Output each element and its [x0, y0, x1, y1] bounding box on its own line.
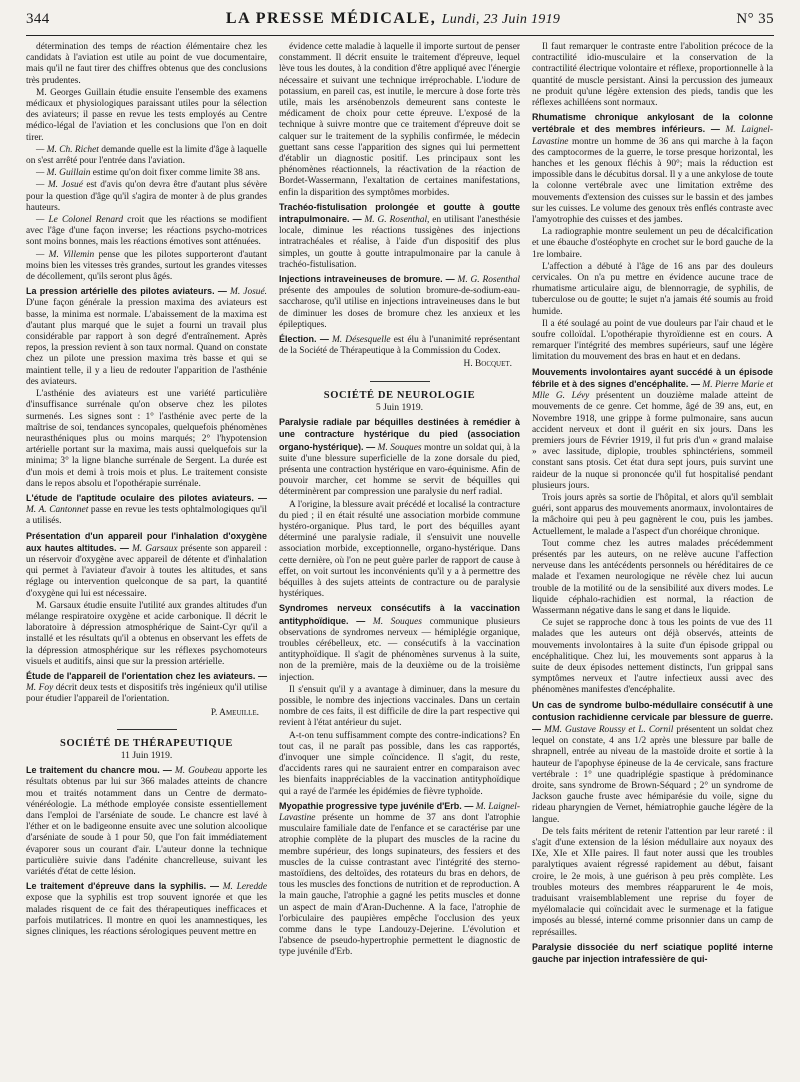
section-date: 11 Juin 1919. — [120, 749, 173, 761]
section-divider — [117, 729, 177, 730]
column-left — [26, 42, 267, 1082]
paragraph: L'asthénie des aviateurs est une variété particulière d'insuffisance surrénale qu'on observe chez les pilotes surmenés. Les signes sont : 1° l'asthénie avec perte de la maîtrise de soi, tendances syncopales, quelquefois phénomènes neurasthéniques plus ou moins marqués; 2° l'hypotension artérielle portant sur la maxima, mais aussi quelquefois sur la minima; 3° la ligne blanche surrénale de Sergent. La durée est d'un mois et demi à trois mois et plus. Le traitement consiste dans le repos absolu et l'opothérapie surrénale. — [26, 389, 267, 489]
journal-name: LA PRESSE MÉDICALE, — [225, 10, 437, 27]
page-number: 344 — [26, 11, 50, 27]
columns — [26, 42, 774, 1082]
speaker-name: M. Goubeau — [174, 766, 223, 777]
speaker-name: M. Foy — [26, 683, 54, 694]
article-text: D'une façon générale la pression maxima des aviateurs est basse, la minima est normale. L'abaissement de la maxima est d'autant plus marqué que le sujet a fourni un travail plus considérable par rapport à son degré d'entraînement. Après repos, la pression revient à son taux normal. Quand on constate chez un pilote une pression maxima très basse et qui se maintient telle, il y a lieu de redouter l'apparition de l'asthénie des aviateurs. — [26, 298, 267, 387]
article-text: présente un homme de 37 ans dont l'atrophie musculaire familiale date de l'enfance et se caractérise par une atrophie complète de la plupart des muscles de la racine du membre supérieur, des longs supinateurs, des fessiers et des muscles de la cuisse contrastant avec l'intégrité des sterno-mastoïdiens, des deltoïdes, des rotateurs du bras en dehors, de tous les muscles des fonctions de nutrition et de reproduction. A la main gauche, l'atrophie a gagné les petits muscles et donne un aspect de main d'Aran-Duchenne. A la face, l'atrophie de l'orbiculaire des paupières empêche l'occlusion des yeux comme dans le type Landouzy-Dejerine. L'évolution et l'absence de pseudo-hypertrophie permettent le diagnostic de type juvénile d'Erb. — [279, 813, 520, 958]
speaker-name: M. Pierre Marie et Mlle G. Lévy — [532, 379, 773, 402]
paragraph: M. Garsaux étudie ensuite l'utilité aux grandes altitudes d'un mélange respiratoire oxygène et acide carbonique. Il décrit le laboratoire à dépression atmosphérique de Saint-Cyr qu'il a installé et les résultats qu'il a obtenus en observant les effets de la dépression atmosphérique sur les réflexes psychomoteurs visuels et auditifs, ainsi que sur la pression artérielle. — [26, 600, 267, 667]
article-text: montre un homme de 36 ans qui marche à la façon des camptocormes de la guerre, le torse presque horizontal, les hanches et les genoux fléchis à 90°; mais la réduction est impossible dans le décubitus dorsal. Il y a une ankylose de toute la colonne vertébrale avec une limitation extrême des mouvements d'extension des cuisses sur le bassin et des jambes sur les cuisses. Le volume des genoux très enflés contraste avec l'amyotrophie des cuisses et des jambes. — [532, 136, 773, 226]
speaker-name: — M. Villemin — [36, 249, 95, 260]
masthead — [26, 10, 774, 36]
article-text: en utilisant l'anesthésie locale, diminue les réactions tussigènes des injections intratrachéales et réalise, à l'aide d'un dispositif des plus simples, un goutte à goutte intrapulmonaire par la canule à trachéo-fistulisation. — [279, 215, 520, 270]
article-text: présente des ampoules de solution bromure-de-sodium-eau-saccharose, qu'il utilise en injections intraveineuses dans le but de diminuer les doses de bromure chez les anxieux et les épileptiques. — [279, 286, 520, 330]
article-text: décrit deux tests et dispositifs très ingénieux qu'il utilise pour étudier l'appareil de l'orientation. — [26, 683, 267, 705]
article-entry — [279, 417, 520, 498]
article-entry — [532, 942, 773, 966]
paragraph — [26, 180, 267, 214]
article-text: expose que la syphilis est trop souvent ignorée et que les malades risquent de ce fait des thérapeutiques inefficaces et parfois mutilatrices. Il montre en quoi les anamnestiques, les signes cliniques, les réactions sérologiques peuvent mettre en — [26, 893, 267, 938]
article-heading: Injections intraveineuses de bromure. — — [279, 274, 455, 285]
article-text: montre un soldat qui, à la suite d'une blessure superficielle de la zone dorsale du pied, présenta une contraction hystérique en varo-équinisme. Afin de pouvoir marcher, cet homme se servit de béquilles qui déterminèrent par compression une paralysie du nerf radial. — [279, 442, 520, 498]
article-heading: Paralysie radiale par béquilles destinées à remédier à une contracture hystérique du pied (association organo-hystérique). — — [279, 417, 520, 452]
column-middle — [279, 42, 520, 1082]
article-entry — [26, 765, 267, 878]
paragraph — [26, 168, 267, 179]
article-entry — [279, 334, 520, 357]
article-entry — [26, 881, 267, 938]
article-entry — [26, 493, 267, 528]
paragraph: La radiographie montre seulement un peu de décalcification et une ébauche d'ostéophyte en crochet sur le bord gauche de la 1re lombaire. — [532, 227, 773, 260]
paragraph: Il a été soulagé au point de vue douleurs par l'air chaud et le soufre colloïdal. L'opothérapie thyroïdienne est en cours. A remarquer l'intégrité des membres supérieurs, sauf une légère limitation du mouvement des bras en haut et en dedans. — [532, 318, 773, 363]
article-entry — [279, 274, 520, 331]
article-text: passe en revue les tests ophtalmologiques qu'il a utilisés. — [26, 505, 267, 527]
article-text: présentent un douzième malade atteint de mouvements de ce genre. Cet homme, âgé de 39 ans, eut, en Novembre 1918, une grippe à forme pulmonaire, sans aucun accident nerveux et dont il guérit en six jours. Dans les premiers jours de Février 1919, il fut pris d'un « grand malaise » avec lassitude, diplopie, troubles sphinctériens, sommeil constant sans ptosis. Cet état dura sept jours, puis survint une raideur de la nuque si prononcée qu'il fut hospitalisé pendant plusieurs jours. — [532, 391, 773, 491]
speaker-name: M. Leredde — [222, 882, 267, 893]
article-entry — [532, 367, 773, 492]
speaker-name: — M. Ch. Richet — [36, 144, 99, 155]
article-entry — [279, 801, 520, 959]
paragraph — [26, 250, 267, 284]
speaker-name: M. A. Cantonnet — [26, 505, 89, 516]
article-heading: Le traitement du chancre mou. — — [26, 765, 172, 776]
article-heading: L'étude de l'aptitude oculaire des pilotes aviateurs. — — [26, 492, 267, 503]
article-entry — [26, 286, 267, 388]
paragraph: M. Georges Guillain étudie ensuite l'ensemble des examens médicaux et physiologiques paraissant utiles pour la sélection des aviateurs; il passe en revue les tests employés au Centre médico-légal de l'aviation et les conclusions que l'on en doit tirer. — [26, 87, 267, 143]
article-entry — [532, 112, 773, 226]
paragraph-text: pense que les pilotes supporteront d'autant moins bien les vitesses très grandes, surtout les grandes vitesses de décollement, qu'ils seront plus âgés. — [26, 249, 267, 283]
article-entry — [279, 202, 520, 271]
paragraph: détermination des temps de réaction élémentaire chez les candidats à l'aviation est utile au point de vue documentaire, mais qu'il ne faut tirer des chiffres obtenus que des conclusions très prudentes. — [26, 42, 267, 86]
article-heading: Paralysie dissociée du nerf sciatique poplité interne gauche par injection intrafessière de qui- — [532, 941, 773, 965]
paragraph: évidence cette maladie à laquelle il importe surtout de penser constamment. Il décrit ensuite le traitement d'épreuve, lequel lève tous les doutes, à la condition d'être appliqué avec l'énergie nécessaire et suivant une technique irréprochable. L'iodure de potassium, en pareil cas, est inutile, le mercure à dose forte très utile, mais les arsénobenzols demeurent sans conteste le médicament de choix pour cette épreuve. L'exposé de la technique à suivre montre que ce traitement d'épreuve doit se calquer sur le traitement de la syphilis confirmée, le médecin guettant sans cesse l'apparition des signes qui lui permettent d'établir un diagnostic positif. Les principaux sont les phénomènes réactionnels, la réactivation de la réaction de Bordet-Wassermann, l'exaltation de certaines manifestations, enfin la disparition des symptômes morbides. — [279, 42, 520, 198]
section-divider — [370, 381, 430, 382]
speaker-name: M. Souques — [377, 442, 422, 453]
speaker-name: MM. Gustave Roussy et L. Cornil — [544, 724, 674, 735]
article-text: communique plusieurs observations de syndromes nerveux — hémiplégie organique, troubles cérébelleux, etc. — consécutifs à la vaccination antityphoïdique. Il s'agit de phénomènes survenus à la suite, non de la première, mais de la deuxième ou de la troisième injection. — [279, 616, 520, 683]
article-text: présente son appareil : un réservoir d'oxygène avec appareil de détente et d'inhalation qui permet à l'aviateur d'avoir à toutes les altitudes, et sans réglage ou intervention quelconque de sa part, la quantité d'oxygène qui lui est nécessaire. — [26, 543, 267, 599]
article-heading: Le traitement d'épreuve dans la syphilis. — — [26, 881, 220, 892]
paragraph: De tels faits méritent de retenir l'attention par leur rareté : il s'agit d'une extension de la lésion médullaire aux noyaux des IXe, XIe et XIIe paires. Il faut noter aussi que les troubles paralytiques avaient régressé rapidement au début, faisant croire, le 2e mois, à une guérison à peu près complète. Les troubles moteurs des membres réapparurent le 4e mois, traduisant vraisemblablement une reprise du foyer de myélomalacie qui coïncidait avec le surmenage et la fatigue imposés au blessé, interné comme prisonnier dans un camp de représailles. — [532, 826, 773, 938]
speaker-name: M. Laignel-Lavastine — [532, 125, 773, 147]
article-heading: Élection. — — [279, 334, 329, 345]
article-heading: Trachéo-fistulisation prolongée et goutte à goutte intrapulmonaire. — — [279, 201, 520, 225]
paragraph — [26, 145, 267, 167]
article-heading: Présentation d'un appareil pour l'inhalation d'oxygène aux hautes altitudes. — — [26, 530, 267, 553]
article-entry — [532, 700, 773, 826]
article-entry — [26, 531, 267, 600]
article-text: présentent un soldat chez lequel on constate, 4 ans 1/2 après une blessure par balle de shrapnell, entrée au niveau de la mastoïde droite et sortie à la hauteur de l'apophyse épineuse de la 4e cervicale, sans fracture vertébrale : 1° une quadriplégie spastique à prédominance droite, sans syndrome de Brown-Séquard ; 2° un syndrome de Jackson gauche fruste avec hémiparésie du voile, signe du rideau pharyngien de Vernet, hémiatrophie gauche légère de la langue. — [532, 724, 773, 825]
paragraph-text: croit que les réactions se modifient avec l'âge d'une façon inverse; les réactions psycho-motrices sont moins bonnes, mais les réactions émotives sont atténuées. — [26, 215, 267, 248]
speaker-name: M. Désesquelle — [331, 335, 391, 346]
speaker-name: M. Laignel-Lavastine — [279, 801, 520, 823]
article-heading: Myopathie progressive type juvénile d'Erb. — — [279, 800, 474, 811]
journal-title — [226, 10, 560, 28]
section-title: SOCIÉTÉ DE THÉRAPEUTIQUE — [60, 737, 233, 749]
article-entry — [26, 671, 267, 706]
speaker-name: — M. Josué — [36, 180, 83, 191]
speaker-name: — Le Colonel Renard — [36, 215, 124, 226]
speaker-name: M. Garsaux — [131, 543, 178, 554]
article-heading: Syndromes nerveux consécutifs à la vaccination antityphoïdique. — — [279, 603, 520, 626]
paragraph: A-t-on tenu suffisamment compte des contre-indications? En tout cas, il ne paraît pas possible, dans les cas rapportés, d'invoquer une simple coïncidence. Il s'agit, du reste, d'accidents rares qui ne sauraient entrer en comparaison avec les bienfaits inappréciables de la vaccination antityphoïdique qui a rayé de l'armée les épidémies de fièvre typhoïde. — [279, 730, 520, 797]
speaker-name: M. Josué. — [230, 287, 267, 298]
speaker-name: M. Souques — [372, 616, 422, 627]
paragraph-text: estime qu'on doit fixer comme limite 38 ans. — [90, 168, 261, 179]
paragraph: L'affection a débuté à l'âge de 16 ans par des douleurs cervicales. On n'a pu mettre en évidence aucune trace de rhumatisme articulaire aigu, de blennorragie, de syphilis, de tuberculose ou de goutte; le sujet n'a jamais été soumis au froid humide. — [532, 261, 773, 317]
speaker-name: M. G. Rosenthal, — [364, 215, 430, 226]
paragraph: Tout comme chez les autres malades précédemment présentés par les auteurs, on ne relève aucune l'affection nerveuse dans les antécédents personnels ou héréditaires de ce malade et l'examen neurologique ne révèle chez lui aucun trouble de la motilité ou de la sensibilité aux divers modes. Le liquide céphalo-rachidien est normal, la réaction de Wassermann négative dans le sang et dans le liquide. — [532, 538, 773, 616]
article-heading: Mouvements involontaires ayant succédé à un épisode fébrile et à des signes d'encéphalite. — — [532, 366, 773, 389]
article-heading: Étude de l'appareil de l'orientation chez les aviateurs. — — [26, 670, 267, 681]
report-signature: P. Ameuille. — [210, 707, 259, 718]
issue-number: N° 35 — [736, 11, 774, 27]
section-date: 5 Juin 1919. — [375, 401, 424, 413]
article-text: est élu à l'unanimité représentant de la Société de Thérapeutique à la Commission du Codex. — [279, 335, 520, 357]
paragraph: Il s'ensuit qu'il y a avantage à diminuer, dans la mesure du possible, le nombre des injections vaccinales. Dans un certain nombre de ces faits, il est difficile de dire la part respective qui revient à l'état antérieur du sujet. — [279, 684, 520, 729]
paragraph: A l'origine, la blessure avait précédé et localisé la contracture du pied ; il en était résulté une association morbide commune hystéro-organique. Plus tard, le port des béquilles ayant déterminé une paralysie radiale, il s'ensuivit une nouvelle association morbide, exceptionnelle, organo-hystérique. Dans cette dernière, où l'on ne peut guère parler de rapport de cause à effet, on voit surtout les inconvénients qu'il y a à permettre des béquilles à des sujets atteints de contracture ou de paralysie hystériques. — [279, 499, 520, 600]
article-heading: Rhumatisme chronique ankylosant de la colonne vertébrale et des membres inférieurs. — — [532, 112, 773, 135]
paragraph: Ce sujet se rapproche donc à tous les points de vue des 11 malades que les auteurs ont déjà observés, atteints de mouvements involontaires à la suite d'un épisode grippal ou encéphalitique. Chez lui, les mouvements sont apparus à la suite de deux épisodes nettement distincts, l'un grippal sans symptômes nerveux et l'autre infectieux aussi avec des phénomènes manifestes d'encéphalite. — [532, 618, 773, 696]
article-heading: Un cas de syndrome bulbo-médullaire consécutif à une contusion rachidienne cervicale par blessure de guerre. — — [532, 699, 773, 734]
article-text: apporte les résultats obtenus par lui sur 366 malades atteints de chancre mou et traités notamment dans un Centre de dermato-vénéréologie. La méthode employée consiste essentiellement dans l'emploi de l'arséniate de soude. Le chancre est lavé à l'éther et on le badigeonne ensuite avec une solution alcoolique d'arséniate de soude à 1 pour 50, que l'on fait immédiatement évaporer sous un courant d'air. L'auteur donne la technique particulière suivie dans l'adénite chancrelleuse, suivant les variétés d'état de cette lésion. — [26, 766, 267, 878]
report-signature: H. Bocquet. — [463, 359, 512, 370]
paragraph — [26, 215, 267, 249]
paragraph: Trois jours après sa sortie de l'hôpital, et alors qu'il semblait guéri, sont apparus des mouvements anormaux, involontaires de la mâchoire qui peu à peu gagnèrent le cou, puis les jambes. Actuellement, le malade a l'aspect d'un choréique chronique. — [532, 492, 773, 537]
article-heading: La pression artérielle des pilotes aviateurs. — — [26, 286, 227, 297]
section-title: SOCIÉTÉ DE NEUROLOGIE — [323, 389, 476, 401]
paragraph-text: demande quelle est la limite d'âge à laquelle on s'est arrêté pour l'entrée dans l'aviation. — [26, 144, 267, 167]
paragraph: Il faut remarquer le contraste entre l'abolition précoce de la contractilité idio-musculaire et la conservation de la contractilité électrique volontaire et réflexe, proportionnelle à la quantité de muscle persistant. Ainsi la percussion des jumeaux ne produit qu'une légère extension des pieds, tandis que les réflexes achilléens sont normaux. — [532, 42, 773, 109]
speaker-name: — M. Guillain — [36, 168, 91, 179]
article-entry — [279, 603, 520, 683]
column-right — [532, 42, 773, 1082]
speaker-name: M. G. Rosenthal — [457, 275, 520, 286]
issue-date: Lundi, 23 Juin 1919 — [441, 12, 561, 27]
paragraph-text: est d'avis qu'on devra être d'autant plus sévère pour la question d'âge qu'il s'agira de monter à de plus grandes hauteurs. — [26, 180, 267, 213]
